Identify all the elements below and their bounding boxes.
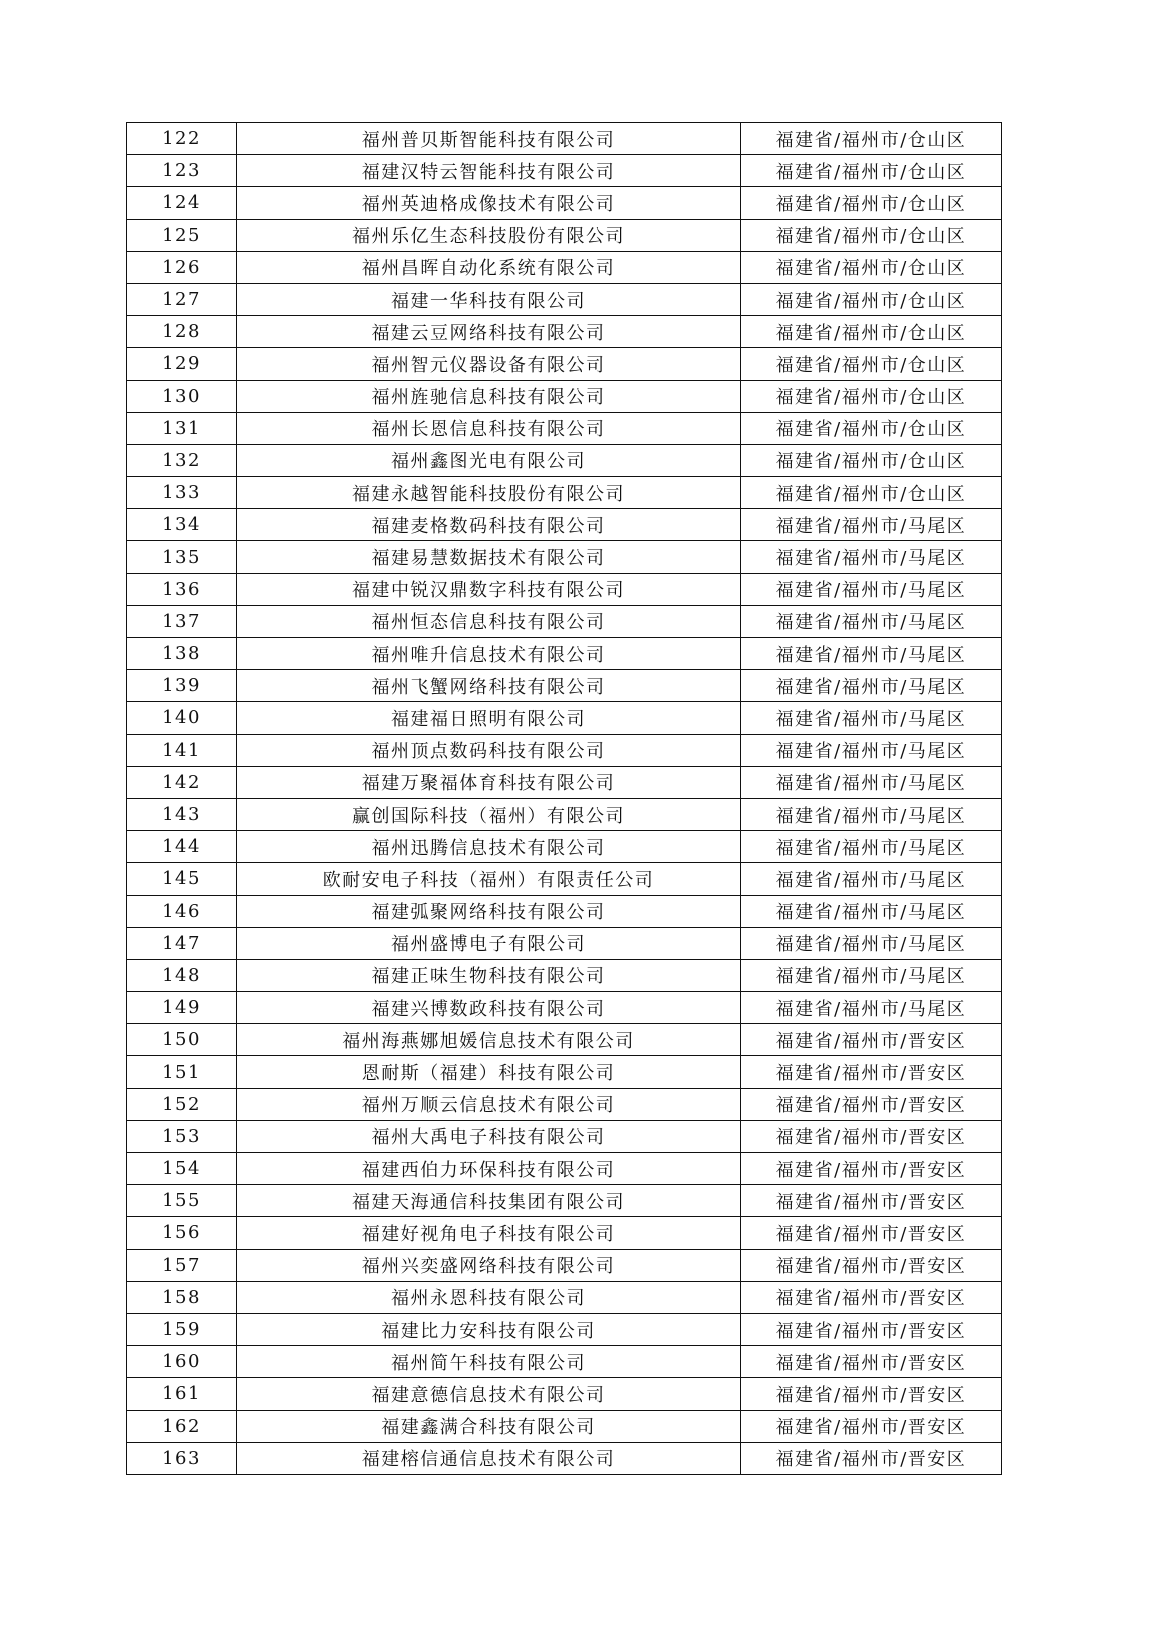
row-number: 135 [127, 541, 237, 573]
company-location: 福建省/福州市/晋安区 [741, 1378, 1002, 1410]
table-row [127, 187, 1002, 219]
row-number: 161 [127, 1378, 237, 1410]
company-location: 福建省/福州市/晋安区 [741, 1185, 1002, 1217]
row-number: 126 [127, 251, 237, 283]
table-row [127, 1249, 1002, 1281]
company-location: 福建省/福州市/马尾区 [741, 863, 1002, 895]
company-location: 福建省/福州市/仓山区 [741, 283, 1002, 315]
company-location: 福建省/福州市/仓山区 [741, 219, 1002, 251]
company-name: 福州迅腾信息技术有限公司 [237, 831, 741, 863]
company-location: 福建省/福州市/马尾区 [741, 895, 1002, 927]
table-row [127, 123, 1002, 155]
row-number: 154 [127, 1153, 237, 1185]
company-location: 福建省/福州市/仓山区 [741, 380, 1002, 412]
table-row [127, 573, 1002, 605]
company-name: 福建西伯力环保科技有限公司 [237, 1153, 741, 1185]
company-location: 福建省/福州市/仓山区 [741, 123, 1002, 155]
company-name: 福州大禹电子科技有限公司 [237, 1120, 741, 1152]
table-row [127, 283, 1002, 315]
row-number: 142 [127, 766, 237, 798]
company-name: 福建永越智能科技股份有限公司 [237, 477, 741, 509]
table-row [127, 734, 1002, 766]
company-name: 福建一华科技有限公司 [237, 283, 741, 315]
row-number: 145 [127, 863, 237, 895]
company-name: 福州简午科技有限公司 [237, 1346, 741, 1378]
table-row [127, 509, 1002, 541]
company-name: 福州旌驰信息科技有限公司 [237, 380, 741, 412]
row-number: 122 [127, 123, 237, 155]
row-number: 160 [127, 1346, 237, 1378]
row-number: 124 [127, 187, 237, 219]
table-row [127, 1024, 1002, 1056]
company-name: 赢创国际科技（福州）有限公司 [237, 798, 741, 830]
row-number: 139 [127, 670, 237, 702]
row-number: 153 [127, 1120, 237, 1152]
company-location: 福建省/福州市/马尾区 [741, 605, 1002, 637]
company-location: 福建省/福州市/晋安区 [741, 1056, 1002, 1088]
company-name: 福建榕信通信息技术有限公司 [237, 1442, 741, 1474]
company-location: 福建省/福州市/马尾区 [741, 927, 1002, 959]
company-location: 福建省/福州市/马尾区 [741, 992, 1002, 1024]
company-location: 福建省/福州市/仓山区 [741, 187, 1002, 219]
row-number: 130 [127, 380, 237, 412]
company-name: 福建弧聚网络科技有限公司 [237, 895, 741, 927]
row-number: 128 [127, 316, 237, 348]
table-row [127, 477, 1002, 509]
company-name: 福州飞蟹网络科技有限公司 [237, 670, 741, 702]
row-number: 131 [127, 412, 237, 444]
row-number: 151 [127, 1056, 237, 1088]
company-name: 福州恒态信息科技有限公司 [237, 605, 741, 637]
company-location: 福建省/福州市/马尾区 [741, 670, 1002, 702]
company-location: 福建省/福州市/晋安区 [741, 1024, 1002, 1056]
row-number: 132 [127, 444, 237, 476]
company-location: 福建省/福州市/晋安区 [741, 1217, 1002, 1249]
company-name: 恩耐斯（福建）科技有限公司 [237, 1056, 741, 1088]
table-row [127, 1120, 1002, 1152]
company-name: 福州英迪格成像技术有限公司 [237, 187, 741, 219]
table-row [127, 798, 1002, 830]
row-number: 158 [127, 1281, 237, 1313]
company-name: 福州乐亿生态科技股份有限公司 [237, 219, 741, 251]
table-row [127, 638, 1002, 670]
table-row [127, 1442, 1002, 1474]
company-name: 福建正味生物科技有限公司 [237, 959, 741, 991]
table-row [127, 863, 1002, 895]
row-number: 147 [127, 927, 237, 959]
row-number: 136 [127, 573, 237, 605]
row-number: 138 [127, 638, 237, 670]
company-name: 福建比力安科技有限公司 [237, 1313, 741, 1345]
company-name: 福建意德信息技术有限公司 [237, 1378, 741, 1410]
table-row [127, 605, 1002, 637]
table-row [127, 670, 1002, 702]
company-location: 福建省/福州市/仓山区 [741, 348, 1002, 380]
company-location: 福建省/福州市/马尾区 [741, 734, 1002, 766]
row-number: 157 [127, 1249, 237, 1281]
company-name: 福州普贝斯智能科技有限公司 [237, 123, 741, 155]
company-location: 福建省/福州市/晋安区 [741, 1249, 1002, 1281]
company-name: 福建天海通信科技集团有限公司 [237, 1185, 741, 1217]
table-row [127, 1185, 1002, 1217]
company-name: 福州长恩信息科技有限公司 [237, 412, 741, 444]
row-number: 143 [127, 798, 237, 830]
company-name: 福州永恩科技有限公司 [237, 1281, 741, 1313]
table-row [127, 412, 1002, 444]
row-number: 148 [127, 959, 237, 991]
company-name: 福州海燕娜旭媛信息技术有限公司 [237, 1024, 741, 1056]
company-location: 福建省/福州市/马尾区 [741, 959, 1002, 991]
table-row [127, 1410, 1002, 1442]
row-number: 150 [127, 1024, 237, 1056]
row-number: 163 [127, 1442, 237, 1474]
row-number: 152 [127, 1088, 237, 1120]
company-name: 福建麦格数码科技有限公司 [237, 509, 741, 541]
row-number: 133 [127, 477, 237, 509]
row-number: 129 [127, 348, 237, 380]
table-row [127, 959, 1002, 991]
table-row [127, 1346, 1002, 1378]
company-name: 福建汉特云智能科技有限公司 [237, 155, 741, 187]
table-row [127, 766, 1002, 798]
table-row [127, 1088, 1002, 1120]
company-location: 福建省/福州市/晋安区 [741, 1442, 1002, 1474]
company-location: 福建省/福州市/晋安区 [741, 1281, 1002, 1313]
table-row [127, 1313, 1002, 1345]
table-row [127, 348, 1002, 380]
table-row [127, 1378, 1002, 1410]
company-name: 福建中锐汉鼎数字科技有限公司 [237, 573, 741, 605]
row-number: 155 [127, 1185, 237, 1217]
row-number: 123 [127, 155, 237, 187]
table-row [127, 316, 1002, 348]
row-number: 144 [127, 831, 237, 863]
company-location: 福建省/福州市/晋安区 [741, 1153, 1002, 1185]
row-number: 146 [127, 895, 237, 927]
company-location: 福建省/福州市/马尾区 [741, 766, 1002, 798]
row-number: 141 [127, 734, 237, 766]
company-location: 福建省/福州市/仓山区 [741, 444, 1002, 476]
row-number: 159 [127, 1313, 237, 1345]
company-name: 福州盛博电子有限公司 [237, 927, 741, 959]
company-table [126, 122, 1002, 1475]
company-name: 福州智元仪器设备有限公司 [237, 348, 741, 380]
company-name: 福州顶点数码科技有限公司 [237, 734, 741, 766]
company-location: 福建省/福州市/马尾区 [741, 702, 1002, 734]
company-location: 福建省/福州市/马尾区 [741, 541, 1002, 573]
row-number: 125 [127, 219, 237, 251]
company-location: 福建省/福州市/马尾区 [741, 573, 1002, 605]
company-name: 福州鑫图光电有限公司 [237, 444, 741, 476]
row-number: 162 [127, 1410, 237, 1442]
row-number: 127 [127, 283, 237, 315]
table-row [127, 219, 1002, 251]
table-row [127, 380, 1002, 412]
company-name: 福建鑫满合科技有限公司 [237, 1410, 741, 1442]
row-number: 156 [127, 1217, 237, 1249]
company-location: 福建省/福州市/仓山区 [741, 316, 1002, 348]
company-name: 福州昌晖自动化系统有限公司 [237, 251, 741, 283]
company-name: 福建兴博数政科技有限公司 [237, 992, 741, 1024]
table-row [127, 927, 1002, 959]
table-row [127, 251, 1002, 283]
company-location: 福建省/福州市/晋安区 [741, 1313, 1002, 1345]
table-row [127, 444, 1002, 476]
table-row [127, 831, 1002, 863]
row-number: 137 [127, 605, 237, 637]
company-name: 福建好视角电子科技有限公司 [237, 1217, 741, 1249]
company-name: 福建万聚福体育科技有限公司 [237, 766, 741, 798]
company-name: 福州兴奕盛网络科技有限公司 [237, 1249, 741, 1281]
table-row [127, 1056, 1002, 1088]
company-name: 福州唯升信息技术有限公司 [237, 638, 741, 670]
company-name: 福州万顺云信息技术有限公司 [237, 1088, 741, 1120]
company-location: 福建省/福州市/仓山区 [741, 412, 1002, 444]
company-name: 福建福日照明有限公司 [237, 702, 741, 734]
company-location: 福建省/福州市/马尾区 [741, 831, 1002, 863]
table-row [127, 1153, 1002, 1185]
company-location: 福建省/福州市/晋安区 [741, 1120, 1002, 1152]
company-location: 福建省/福州市/晋安区 [741, 1088, 1002, 1120]
row-number: 134 [127, 509, 237, 541]
company-name: 福建易慧数据技术有限公司 [237, 541, 741, 573]
company-table-body [127, 123, 1002, 1475]
company-location: 福建省/福州市/仓山区 [741, 251, 1002, 283]
company-name: 欧耐安电子科技（福州）有限责任公司 [237, 863, 741, 895]
table-row [127, 992, 1002, 1024]
company-location: 福建省/福州市/仓山区 [741, 477, 1002, 509]
company-location: 福建省/福州市/马尾区 [741, 638, 1002, 670]
table-row [127, 1281, 1002, 1313]
table-row [127, 702, 1002, 734]
table-row [127, 155, 1002, 187]
company-location: 福建省/福州市/马尾区 [741, 798, 1002, 830]
table-row [127, 541, 1002, 573]
table-row [127, 1217, 1002, 1249]
company-name: 福建云豆网络科技有限公司 [237, 316, 741, 348]
row-number: 140 [127, 702, 237, 734]
company-location: 福建省/福州市/晋安区 [741, 1346, 1002, 1378]
table-row [127, 895, 1002, 927]
company-location: 福建省/福州市/晋安区 [741, 1410, 1002, 1442]
company-location: 福建省/福州市/马尾区 [741, 509, 1002, 541]
row-number: 149 [127, 992, 237, 1024]
company-location: 福建省/福州市/仓山区 [741, 155, 1002, 187]
